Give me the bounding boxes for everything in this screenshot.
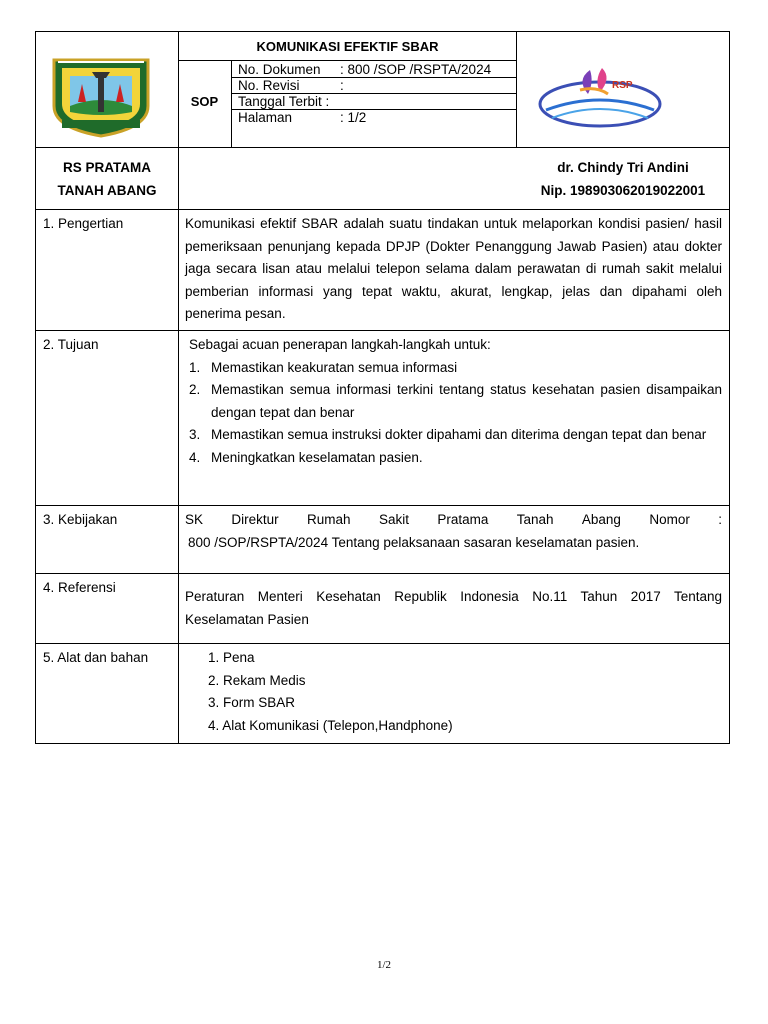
kebijakan-line2: 800 /SOP/RSPTA/2024 Tentang pelaksanaan sasaran keselamatan pasien. [188,534,640,550]
section-content [179,331,729,505]
section-label: 1. Pengertian [36,210,179,330]
hospital-emblem-icon [536,60,664,130]
list-item: 3. Memastikan semua instruksi dokter dipahami dan diterima dengan tepat dan benar [189,427,707,442]
list-item: 4. Meningkatkan keselamatan pasien. [189,449,423,465]
signer-name: dr. Chindy Tri Andini [557,160,689,175]
list-item: 2. Rekam Medis [208,672,306,688]
page-label: Halaman [238,110,293,125]
section-pengertian [35,210,730,331]
section-content: Peraturan Menteri Kesehatan Republik Indonesia No.11 Tahun 2017 Tentang Keselamatan Pasien [185,589,722,627]
kebijakan-line1: SK Direktur Rumah Sakit Pratama Tanah Abang Nomor : [185,512,722,527]
section-alat [35,644,730,744]
revision-value: : [340,78,344,93]
section-kebijakan [35,506,730,574]
section-label: 4. Referensi [36,574,179,643]
doc-number-value: : 800 /SOP /RSPTA/2024 [340,62,492,77]
hospital-logo [536,60,664,130]
hospital-name-line1: RS PRATAMA [63,160,151,175]
issue-date-label: Tanggal Terbit : [238,94,330,109]
tujuan-intro: Sebagai acuan penerapan langkah-langkah untuk: [189,337,491,352]
regency-emblem-icon [48,54,154,138]
section-content [179,506,729,573]
revision-label: No. Revisi [238,78,300,93]
section-label: 2. Tujuan [36,331,179,505]
section-label: 3. Kebijakan [36,506,179,573]
section-content [179,644,729,743]
section-label: 5. Alat dan bahan [36,644,179,743]
section-referensi [35,574,730,644]
hospital-name [36,156,178,202]
section-content: Komunikasi efektif SBAR adalah suatu tindakan untuk melaporkan kondisi pasien/ hasil pemeriksaan penunjang kepada DPJP (Dokter Penanggung Jawab Pasien) atau dokter jaga secara lisan atau melalui telepon selama dalam perawatan di rumah sakit melalui pemberian informasi yang tepat waktu, akurat, lengkap, jelas dan dipahami oleh penerima pesan. [185,216,722,321]
section-tujuan [35,331,730,506]
doc-number-label: No. Dokumen [238,62,321,77]
regency-logo [48,54,154,138]
sop-title: KOMUNIKASI EFEKTIF SBAR [256,39,439,54]
page-value: : 1/2 [340,110,367,125]
sop-label: SOP [190,94,219,109]
sop-header [35,31,730,210]
hospital-name-line2: TANAH ABANG [57,183,157,198]
page-number: 1/2 [376,959,392,971]
list-item: 1. Memastikan keakuratan semua informasi [189,359,458,375]
list-item: 4. Alat Komunikasi (Telepon,Handphone) [208,717,453,733]
signer-block [516,156,730,202]
list-item: 2. Memastikan semua informasi terkini tentang status kesehatan pasien disampaikan dengan tepat dan benar [189,382,722,420]
list-item: 3. Form SBAR [208,695,296,710]
hospital-logo-text: RSP [612,80,633,91]
sop-document [35,31,730,744]
signer-nip: Nip. 198903062019022001 [540,183,706,198]
list-item: 1. Pena [208,650,255,665]
